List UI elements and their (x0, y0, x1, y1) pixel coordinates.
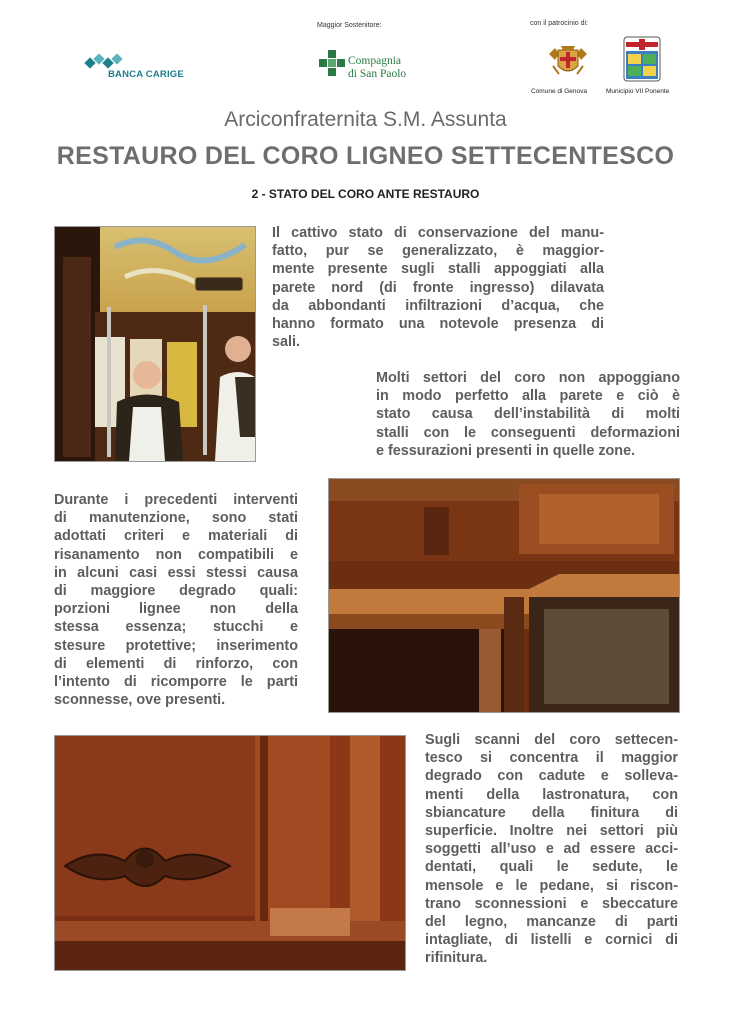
p1-line: sali. (272, 334, 301, 351)
csp-logo-line2: di San Paolo (348, 68, 407, 80)
section-title: 2 - STATO DEL CORO ANTE RESTAURO (251, 187, 480, 201)
patronage-label: con il patrocinio di: (530, 20, 588, 27)
p2-line: stato causa dell’instabilità di molti (376, 406, 680, 423)
genova-crest-icon (545, 44, 591, 80)
p3-line: porzioni lignee non della (54, 601, 298, 618)
p1-line: hanno formato una notevole presenza di (272, 316, 604, 333)
p3-line: sconnesse, ove presenti. (54, 692, 226, 709)
p1-line: mente presente sugli stalli appoggiati alla (272, 261, 604, 278)
p3-line: di maggiore degrado quali: (54, 583, 298, 600)
p1-line: da abbondanti infiltrazioni d’acqua, che (272, 297, 604, 314)
p3-line: in alcuni casi essi stessi causa (54, 564, 298, 581)
p2-line: stalli con le conseguenti deformazioni (376, 424, 680, 441)
p2-line: in modo perfetto alla parete e ciò è (376, 388, 680, 405)
csp-logo-line1: Compagnia (348, 55, 402, 67)
p3-line: di manutenzione, sono stati (54, 510, 298, 527)
paragraph-1 (272, 224, 604, 351)
p4-line: dentati, quali le sedute, le (425, 859, 678, 876)
photo-confraternity-members (54, 226, 256, 462)
p3-line: stesure protettive; inserimento (54, 637, 298, 654)
photo-carved-ornament (54, 735, 406, 971)
comune-genova-label: Comune di Genova (531, 88, 588, 95)
p4-line: rifinitura. (425, 950, 488, 967)
p2-line: Molti settori del coro non appoggiano (376, 370, 680, 386)
p4-line: degrado con cadute e solleva- (425, 768, 678, 785)
paragraph-2 (376, 369, 680, 460)
carige-logo-text: BANCA CARIGE (108, 69, 184, 80)
paragraph-4 (425, 731, 678, 968)
main-sponsor-label: Maggior Sostenitore: (317, 22, 382, 29)
p3-line: l’intento di ricomporre le parti (54, 674, 298, 691)
municipio-label: Municipio VII Ponente (606, 88, 670, 95)
p4-line: tesco si concentra il maggior (425, 750, 678, 767)
paragraph-3 (54, 491, 298, 709)
p2-line: e fessurazioni presenti in quelle zone. (376, 442, 636, 459)
organization-title: Arciconfraternita S.M. Assunta (224, 108, 507, 131)
p4-line: del legno, mancanze di parti (425, 914, 678, 931)
p3-line: risanamento non compatibili e (54, 546, 298, 563)
p3-line: adottati criteri e materiali di (54, 528, 298, 545)
p1-line: parete nord (di fronte ingresso) dilavata (272, 279, 604, 296)
p4-line: superficie. Inoltre nei settori più (425, 823, 678, 840)
photo-stall-corner (328, 478, 680, 713)
municipio-crest-icon (623, 36, 661, 82)
banca-carige-logo (84, 54, 194, 84)
p4-line: soggetti all’uso e ad essere acci- (425, 841, 678, 858)
p4-line: sbiancature della finitura di (425, 804, 678, 821)
p3-line: stessa essenza; stucchi e (54, 619, 298, 636)
p1-line: Il cattivo stato di conservazione del manu- (272, 225, 604, 241)
p4-line: menti della lastronatura, con (425, 786, 678, 803)
csp-cross-icon (319, 50, 345, 82)
p3-line: Durante i precedenti interventi (54, 492, 298, 508)
p3-line: di elementi di rinforzo, con (54, 655, 298, 672)
main-title: RESTAURO DEL CORO LIGNEO SETTECENTESCO (56, 142, 675, 170)
p4-line: Sugli scanni del coro settecen- (425, 732, 678, 748)
p4-line: mensole e le pedane, si riscon- (425, 877, 678, 894)
p4-line: trano sconnessioni e sbeccature (425, 895, 678, 912)
p4-line: intagliate, di listelli e cornici di (425, 932, 678, 949)
p1-line: fatto, pur se generalizzato, è maggior- (272, 243, 604, 260)
compagnia-san-paolo-logo (319, 50, 429, 86)
